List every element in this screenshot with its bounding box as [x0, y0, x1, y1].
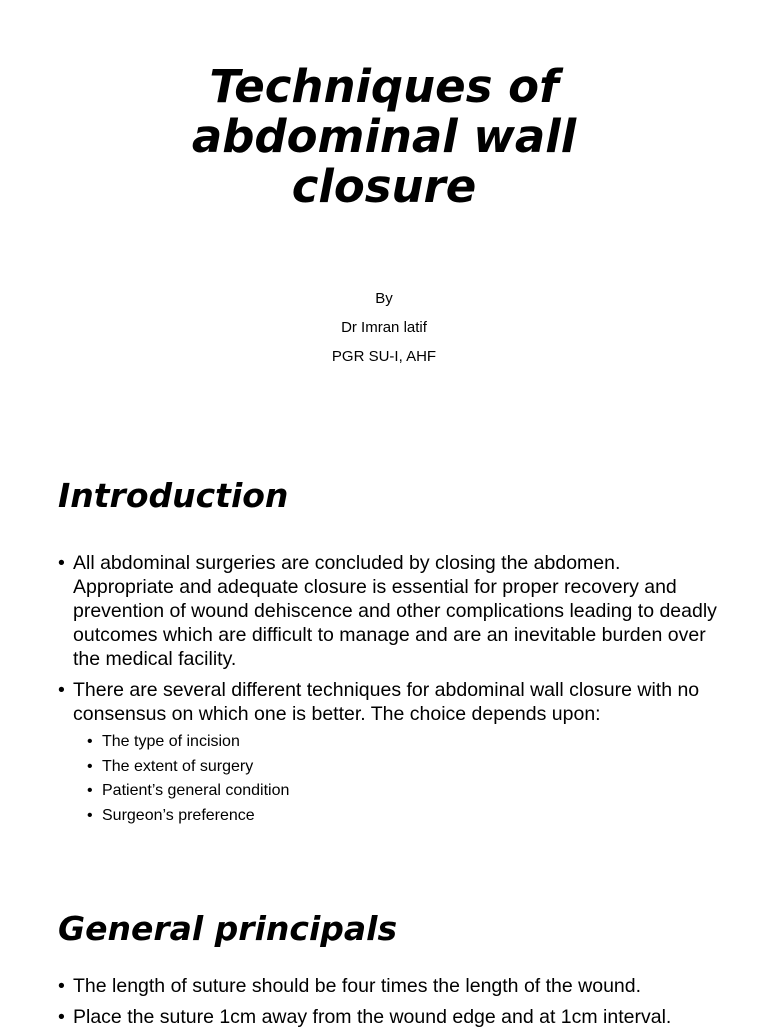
bullet-text: The length of suture should be four times the length of the wound.: [73, 975, 642, 997]
sub-bullet-item: • The extent of surgery: [87, 755, 718, 780]
author-affiliation: PGR SU-I, AHF: [331, 348, 437, 365]
byline-by: By: [375, 290, 393, 307]
byline: [0, 284, 768, 371]
sub-bullet-item: • The type of incision: [87, 730, 718, 755]
bullet-text: Place the suture 1cm away from the wound edge and at 1cm interval.: [73, 1006, 672, 1028]
bullet-text: All abdominal surgeries are concluded by closing the abdomen. Appropriate and adequate closure is essential for proper recovery and prevention of wound dehiscence and other complications leading to deadly outcomes which are difficult to manage and are an inevitable burden over the medical facility.: [73, 552, 717, 670]
introduction-bullet-list: [58, 551, 718, 835]
introduction-heading: Introduction: [58, 476, 289, 515]
author-name: Dr Imran latif: [341, 319, 427, 336]
general-principals-heading: General principals: [58, 909, 398, 948]
sub-bullet-item: • Surgeon’s preference: [87, 804, 718, 829]
bullet-item: [58, 678, 718, 828]
title-line: Techniques of: [209, 60, 559, 113]
general-principals-bullet-list: [58, 974, 718, 1036]
sub-bullet-item: • Patient’s general condition: [87, 779, 718, 804]
bullet-item: [58, 551, 718, 671]
bullet-text: There are several different techniques for abdominal wall closure with no consensus on which one is better. The choice depends upon:: [73, 679, 700, 725]
bullet-item: [58, 974, 718, 998]
title-slide: [0, 0, 768, 440]
title-line: abdominal wall: [191, 110, 577, 163]
presentation-title: [0, 62, 768, 212]
sub-bullet-list: [73, 730, 718, 828]
bullet-item: [58, 1005, 718, 1029]
title-line: closure: [291, 160, 477, 213]
